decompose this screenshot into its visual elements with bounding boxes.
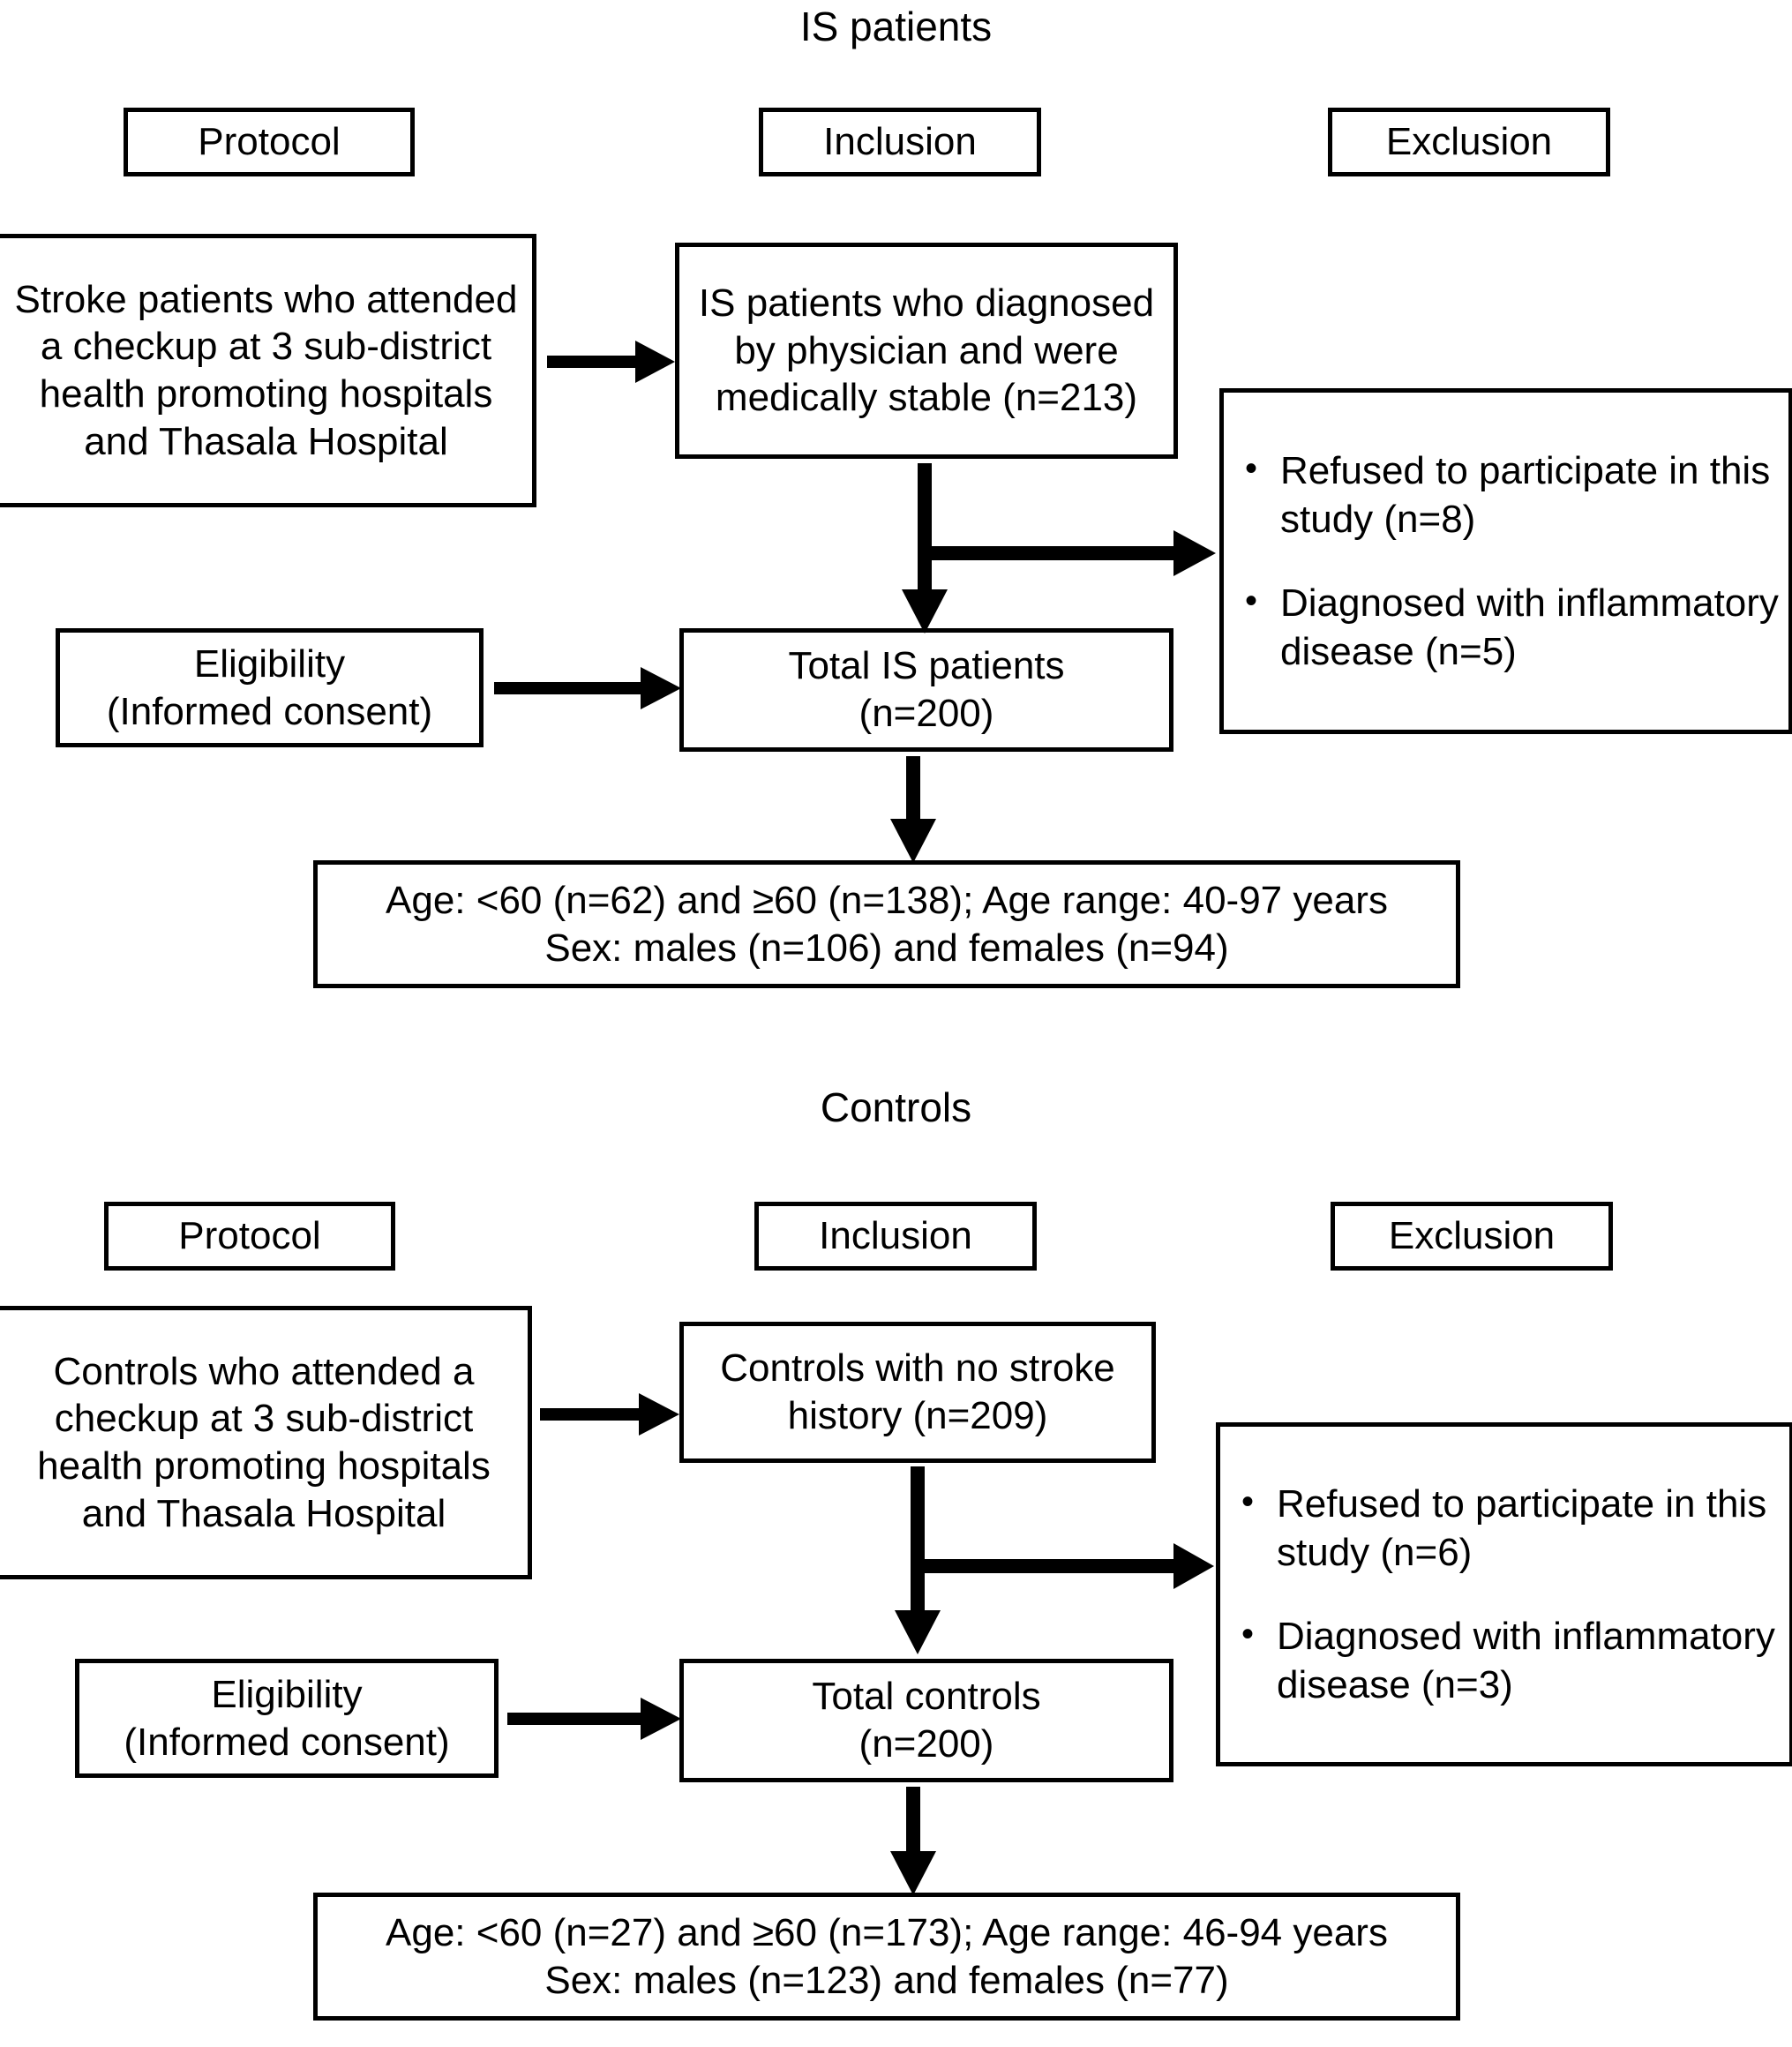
demographics-box-controls-line1: Age: <60 (n=27) and ≥60 (n=173); Age range: 46-94 years — [386, 1910, 1388, 1954]
header-exclusion-is — [1328, 108, 1610, 176]
header-inclusion-is — [759, 108, 1041, 176]
exclusion-box-is — [1219, 388, 1792, 734]
eligibility-box-controls — [75, 1659, 499, 1778]
exclusion-box-is-bullets — [1233, 446, 1780, 676]
header-inclusion-is-label: Inclusion — [823, 120, 977, 164]
header-protocol-is-label: Protocol — [198, 120, 341, 164]
exclusion-bullet-controls-2-text: Diagnosed with inflammatory disease (n=3) — [1277, 1615, 1775, 1706]
bullet-icon: • — [1241, 1482, 1255, 1521]
protocol-box-is-text: Stroke patients who attended a checkup at 3 sub-district health promoting hospitals and Thasala Hospital — [14, 277, 518, 463]
protocol-box-controls-text: Controls who attended a checkup at 3 sub-district health promoting hospitals and Thasala Hospital — [37, 1349, 491, 1535]
demographics-box-controls — [313, 1893, 1460, 2021]
demographics-box-is — [313, 860, 1460, 988]
eligibility-box-is-line2: (Informed consent) — [106, 689, 433, 733]
exclusion-bullet-is-2 — [1245, 579, 1780, 676]
inclusion-box-is-text: IS patients who diagnosed by physician and were medically stable (n=213) — [698, 281, 1155, 420]
inclusion-box-controls — [679, 1322, 1156, 1463]
eligibility-box-controls-line2: (Informed consent) — [124, 1720, 450, 1764]
header-inclusion-controls — [754, 1202, 1037, 1271]
demographics-box-is-line2: Sex: males (n=106) and females (n=94) — [544, 926, 1229, 970]
bullet-icon: • — [1245, 581, 1258, 620]
eligibility-box-controls-line1: Eligibility — [211, 1672, 363, 1716]
header-protocol-controls-label: Protocol — [178, 1214, 321, 1258]
inclusion-box-controls-text: Controls with no stroke history (n=209) — [720, 1346, 1115, 1437]
section-title-is-patients: IS patients — [799, 4, 993, 49]
section-title-controls: Controls — [820, 1084, 972, 1130]
exclusion-bullet-is-1 — [1245, 446, 1780, 544]
total-box-controls-line1: Total controls — [812, 1675, 1041, 1719]
eligibility-box-is-line1: Eligibility — [193, 641, 346, 686]
header-exclusion-controls — [1331, 1202, 1613, 1271]
header-inclusion-controls-label: Inclusion — [819, 1214, 972, 1258]
protocol-box-is — [0, 234, 536, 507]
header-protocol-is — [124, 108, 415, 176]
bullet-icon: • — [1245, 449, 1258, 488]
exclusion-bullet-is-1-text: Refused to participate in this study (n=8) — [1280, 449, 1771, 541]
total-box-controls — [679, 1659, 1173, 1782]
header-exclusion-controls-label: Exclusion — [1388, 1214, 1556, 1258]
inclusion-box-is — [675, 243, 1178, 459]
bullet-icon: • — [1241, 1615, 1255, 1653]
total-box-controls-line2: (n=200) — [859, 1722, 994, 1766]
demographics-box-is-line1: Age: <60 (n=62) and ≥60 (n=138); Age range: 40-97 years — [386, 878, 1388, 922]
exclusion-bullet-controls-1 — [1241, 1480, 1781, 1577]
protocol-box-controls — [0, 1306, 532, 1579]
header-protocol-controls — [104, 1202, 395, 1271]
total-box-is-line1: Total IS patients — [788, 644, 1065, 688]
demographics-box-controls-line2: Sex: males (n=123) and females (n=77) — [544, 1958, 1229, 2002]
exclusion-box-controls — [1216, 1422, 1792, 1766]
total-box-is-line2: (n=200) — [859, 692, 994, 735]
exclusion-bullet-is-2-text: Diagnosed with inflammatory disease (n=5) — [1280, 581, 1779, 673]
eligibility-box-is — [56, 628, 484, 747]
total-box-is — [679, 628, 1173, 752]
exclusion-bullet-controls-1-text: Refused to participate in this study (n=6) — [1277, 1482, 1767, 1574]
exclusion-box-controls-bullets — [1229, 1480, 1781, 1709]
exclusion-bullet-controls-2 — [1241, 1612, 1781, 1709]
header-exclusion-is-label: Exclusion — [1385, 120, 1553, 164]
